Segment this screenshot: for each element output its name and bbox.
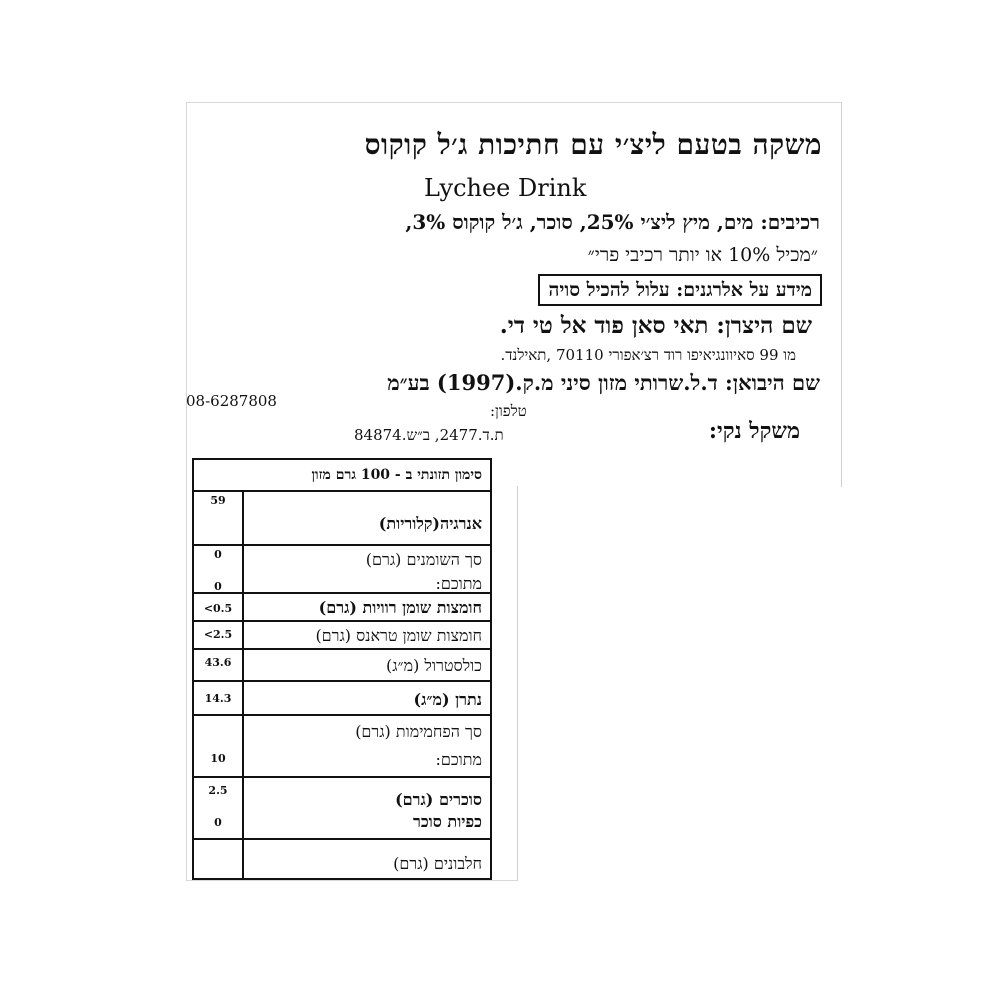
nutrition-row-sodium — [194, 682, 490, 716]
nutrition-value: 0 — [214, 548, 222, 561]
importer-name: שם היבואן: ד.ל.שרותי מזון סיני מ.ק.(1997) בע״מ — [387, 370, 820, 395]
net-weight-label: משקל נקי: — [708, 418, 800, 444]
nutrition-row-fat — [194, 546, 490, 594]
nutrition-row-trans — [194, 622, 490, 650]
manufacturer-address: מו 99 סאיוונגיאיפו רוד רצ׳אפורי 70110 ,תאילנד. — [500, 346, 796, 364]
importer-registration: ת.ד.2477, ב״ש.84874 — [354, 426, 504, 444]
nutrition-label: סוכרים (גרם) — [395, 790, 482, 809]
nutrition-value: <0.5 — [203, 602, 233, 615]
nutrition-row-cholesterol — [194, 650, 490, 682]
nutrition-label: כפיות סוכר — [412, 812, 482, 831]
phone-label: טלפון: — [490, 402, 527, 420]
nutrition-value: 0 — [214, 816, 222, 829]
nutrition-table — [192, 458, 492, 880]
fruit-content-note: ״מכיל 10% או יותר רכיבי פרי״ — [587, 244, 818, 266]
nutrition-label: חומצות שומן רוויות (גרם) — [318, 598, 482, 617]
nutrition-value: 0 — [214, 580, 222, 593]
nutrition-header — [194, 460, 490, 492]
nutrition-value: 14.3 — [204, 692, 232, 705]
nutrition-label: חומצות שומן טראנס (גרם) — [315, 626, 482, 645]
nutrition-row-carbs — [194, 716, 490, 778]
nutrition-label: חלבונים (גרם) — [393, 854, 482, 873]
nutrition-row-energy — [194, 492, 490, 546]
nutrition-row-protein — [194, 840, 490, 880]
nutrition-label: מתוכם: — [435, 750, 482, 769]
ingredients-line: רכיבים: מים, מיץ ליצ׳י 25%, סוכר, ג׳ל קוקוס 3%, — [405, 210, 820, 234]
nutrition-label: מתוכם: — [435, 574, 482, 593]
nutrition-value: 10 — [210, 752, 226, 765]
nutrition-row-sugars — [194, 778, 490, 840]
nutrition-value: 43.6 — [204, 656, 232, 669]
nutrition-label: אנרגיה(קלוריות) — [378, 514, 482, 533]
nutrition-row-saturated — [194, 594, 490, 622]
nutrition-value: <2.5 — [203, 628, 233, 641]
nutrition-value: 59 — [210, 494, 226, 507]
nutrition-label: סך הפחמימות (גרם) — [355, 722, 482, 741]
nutrition-label: סך השומנים (גרם) — [365, 550, 482, 569]
manufacturer-name: שם היצרן: תאי סאן פוד אל טי די. — [499, 312, 812, 339]
nutrition-label: נתרן (מ״ג) — [413, 690, 482, 709]
nutrition-header-text: סימון תזונתי ב - 100 גרם מזון — [311, 466, 482, 483]
nutrition-value: 2.5 — [208, 784, 228, 797]
nutrition-label: כולסטרול (מ״ג) — [385, 656, 482, 675]
allergen-box: מידע על אלרגנים: עלול להכיל סויה — [538, 274, 822, 306]
product-subtitle: Lychee Drink — [424, 174, 587, 202]
product-title: משקה בטעם ליצ׳י עם חתיכות ג׳ל קוקוס — [364, 128, 822, 161]
phone-number: 08-6287808 — [186, 392, 277, 410]
